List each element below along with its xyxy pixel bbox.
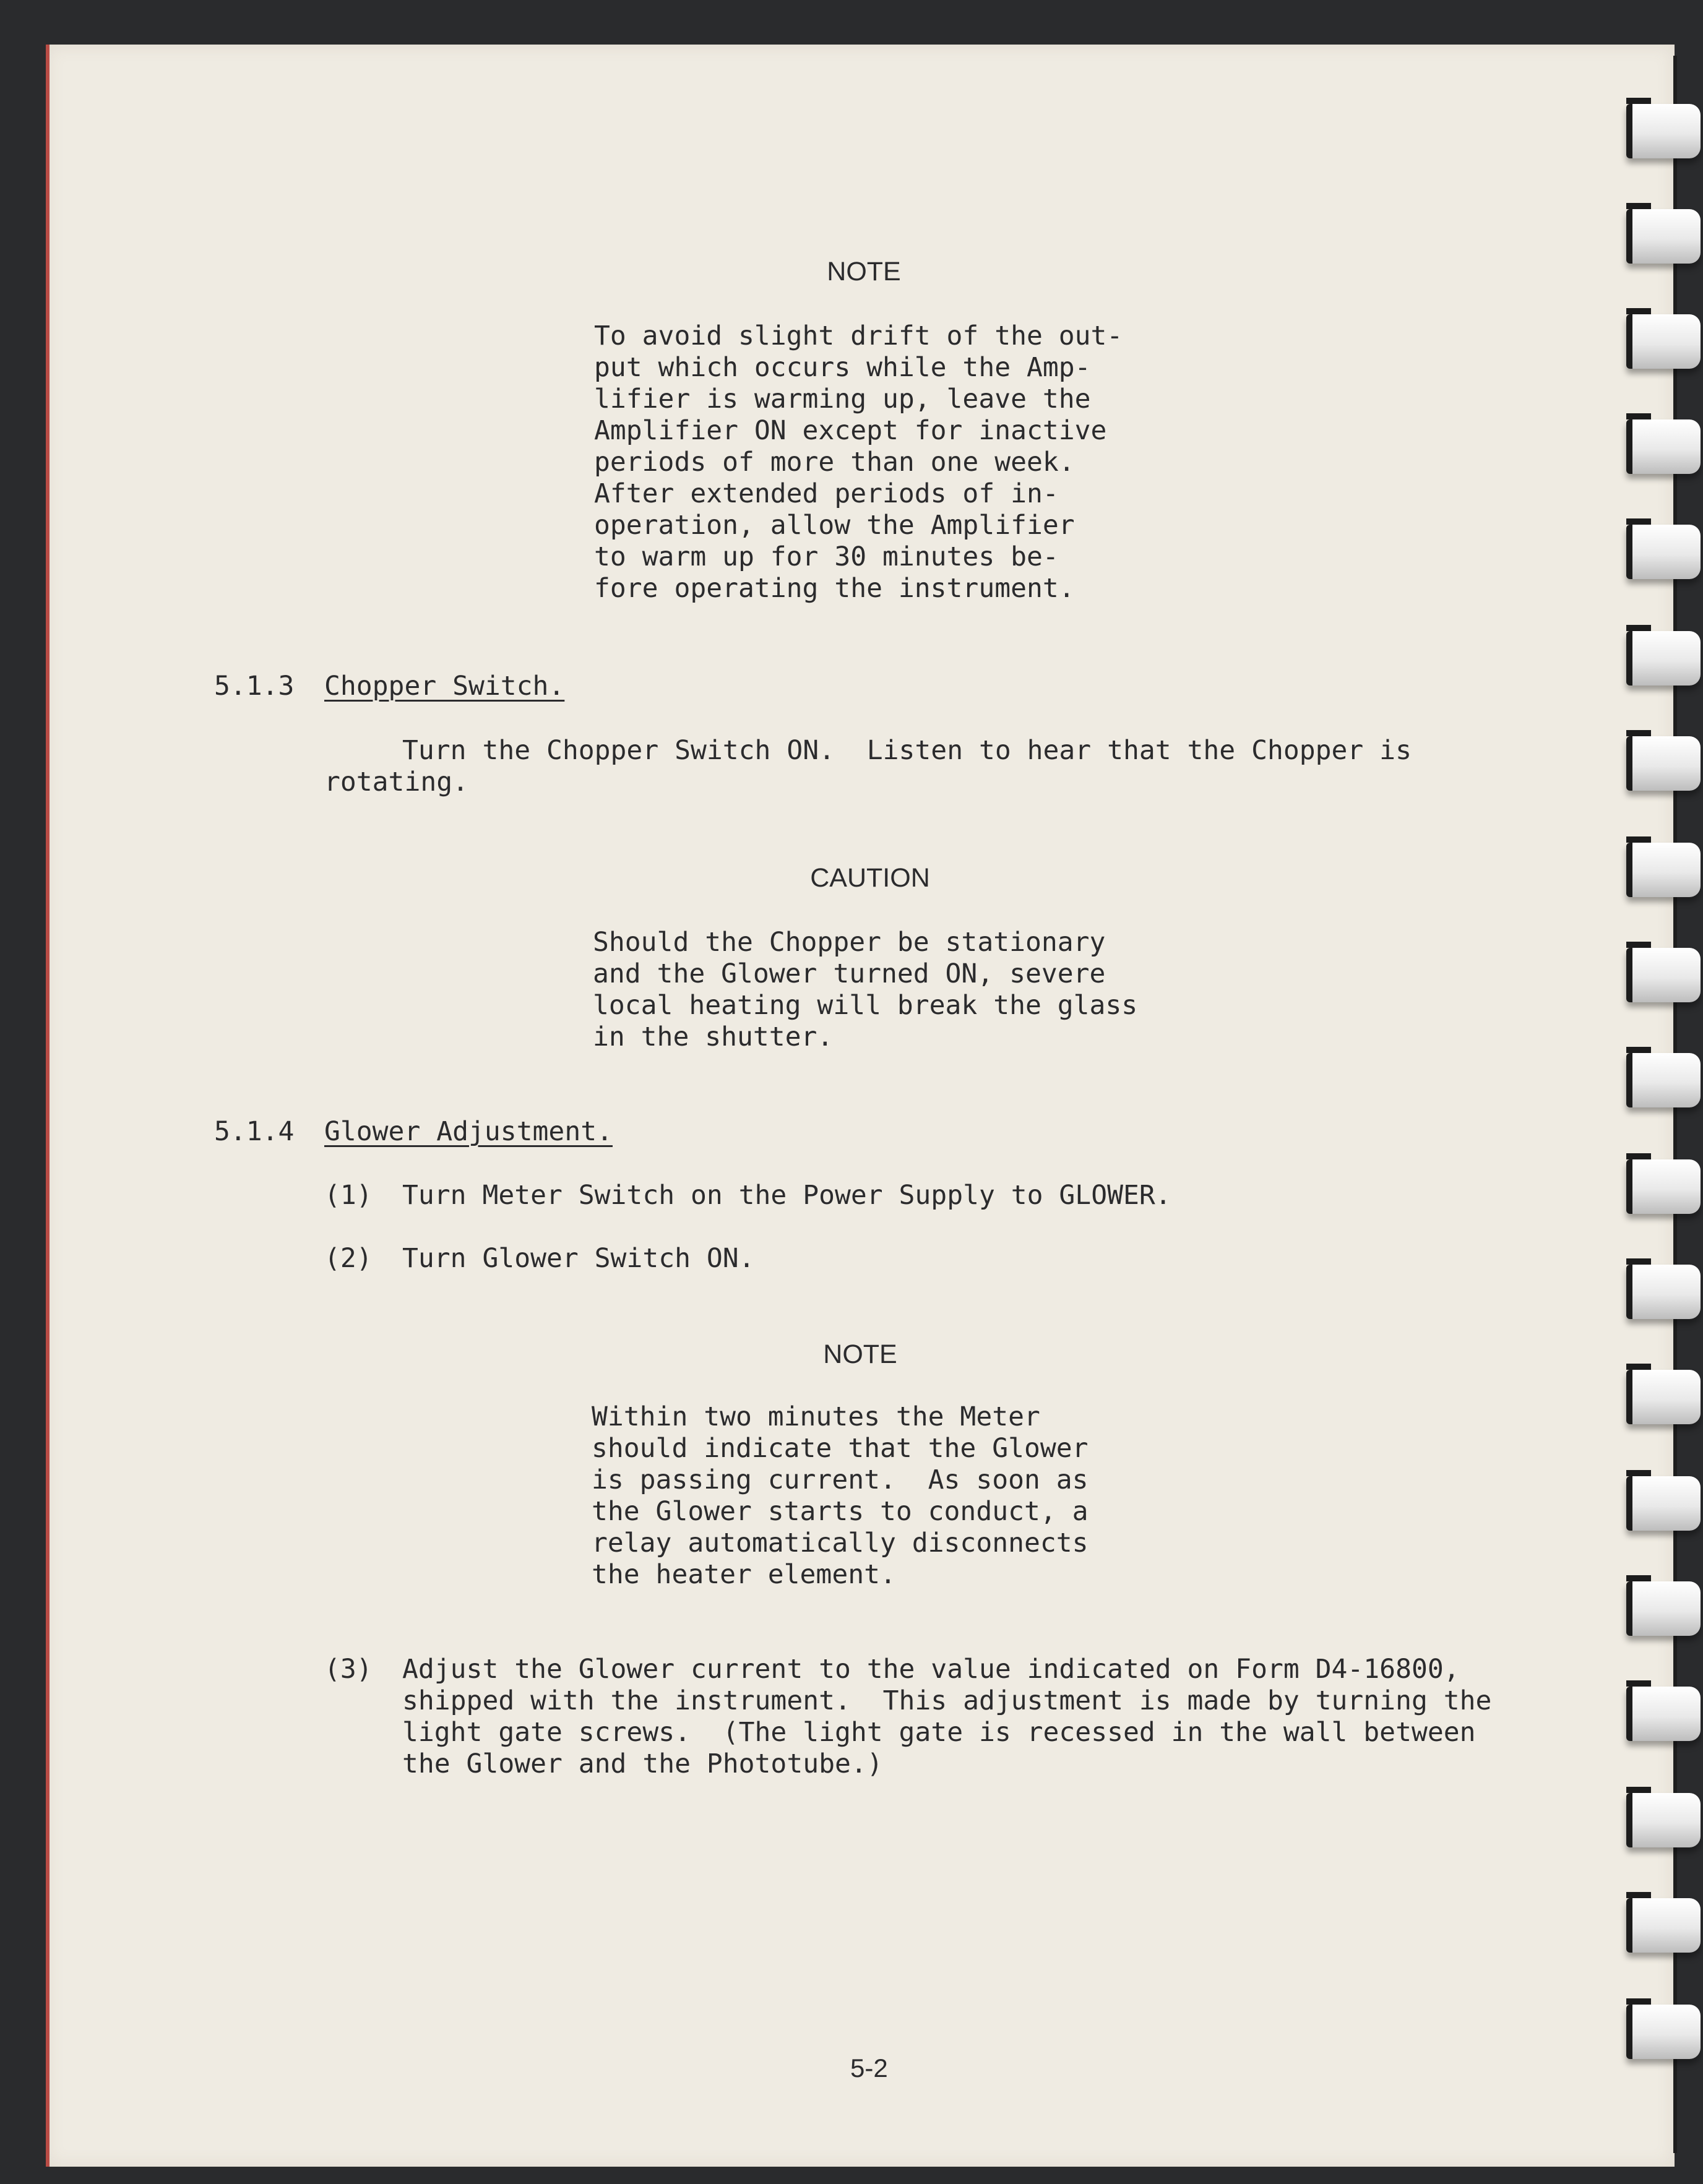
binder-ring [1626,1476,1701,1531]
note-line: Amplifier ON except for inactive [594,415,1107,446]
caution-heading: CAUTION [810,863,930,893]
step-number: (1) [324,1180,373,1211]
section-number: 5.1.3 [214,671,295,702]
note-line: To avoid slight drift of the out- [594,320,1123,351]
paragraph-line: Turn the Chopper Switch ON. Listen to hear that the Chopper is [402,735,1412,766]
note-line: fore operating the instrument. [594,573,1075,604]
binder-ring [1626,948,1701,1002]
page-number: 5-2 [850,2053,888,2083]
caution-line: and the Glower turned ON, severe [593,958,1106,989]
binder-ring [1626,1898,1701,1953]
note-line: the Glower starts to conduct, a [592,1496,1089,1527]
binder-ring [1626,525,1701,579]
binder-ring [1626,314,1701,369]
binder-ring [1626,1370,1701,1424]
step-text-line: Adjust the Glower current to the value indicated on Form D4-16800, [402,1654,1460,1685]
note-line: operation, allow the Amplifier [594,510,1075,541]
note-line: periods of more than one week. [594,447,1075,478]
binder-ring [1626,631,1701,686]
note-heading: NOTE [823,1339,897,1369]
step-text-line: light gate screws. (The light gate is recessed in the wall between [402,1717,1476,1748]
note-heading: NOTE [827,257,901,286]
binder-ring [1626,1687,1701,1741]
section-title: Glower Adjustment. [324,1116,613,1147]
step-number: (3) [324,1654,373,1685]
note-line: to warm up for 30 minutes be- [594,541,1059,572]
binder-ring [1626,2005,1701,2059]
note-line: should indicate that the Glower [592,1433,1089,1464]
step-text: Turn Meter Switch on the Power Supply to GLOWER. [402,1180,1171,1211]
binder-ring [1626,736,1701,791]
note-line: relay automatically disconnects [592,1528,1089,1558]
note-line: Within two minutes the Meter [592,1401,1040,1432]
binder-ring [1626,419,1701,474]
note-line: lifier is warming up, leave the [594,384,1091,415]
binder-ring [1626,1581,1701,1636]
step-text-line: shipped with the instrument. This adjustment is made by turning the [402,1685,1492,1716]
binder-ring [1626,843,1701,897]
paragraph-line: rotating. [324,767,468,798]
step-number: (2) [324,1243,373,1274]
note-line: put which occurs while the Amp- [594,352,1091,383]
caution-line: in the shutter. [593,1021,834,1052]
caution-line: local heating will break the glass [593,990,1138,1021]
section-title: Chopper Switch. [324,671,565,702]
section-number: 5.1.4 [214,1116,295,1147]
note-line: the heater element. [592,1559,896,1590]
caution-line: Should the Chopper be stationary [593,927,1106,958]
binder-ring [1626,1793,1701,1847]
binder-ring [1626,104,1701,158]
note-line: After extended periods of in- [594,478,1059,509]
binder-ring [1626,1159,1701,1214]
note-line: is passing current. As soon as [592,1464,1089,1495]
step-text: Turn Glower Switch ON. [402,1243,755,1274]
binder-ring [1626,1053,1701,1107]
step-text-line: the Glower and the Phototube.) [402,1748,883,1779]
binder-ring [1626,1265,1701,1319]
binder-ring [1626,209,1701,264]
